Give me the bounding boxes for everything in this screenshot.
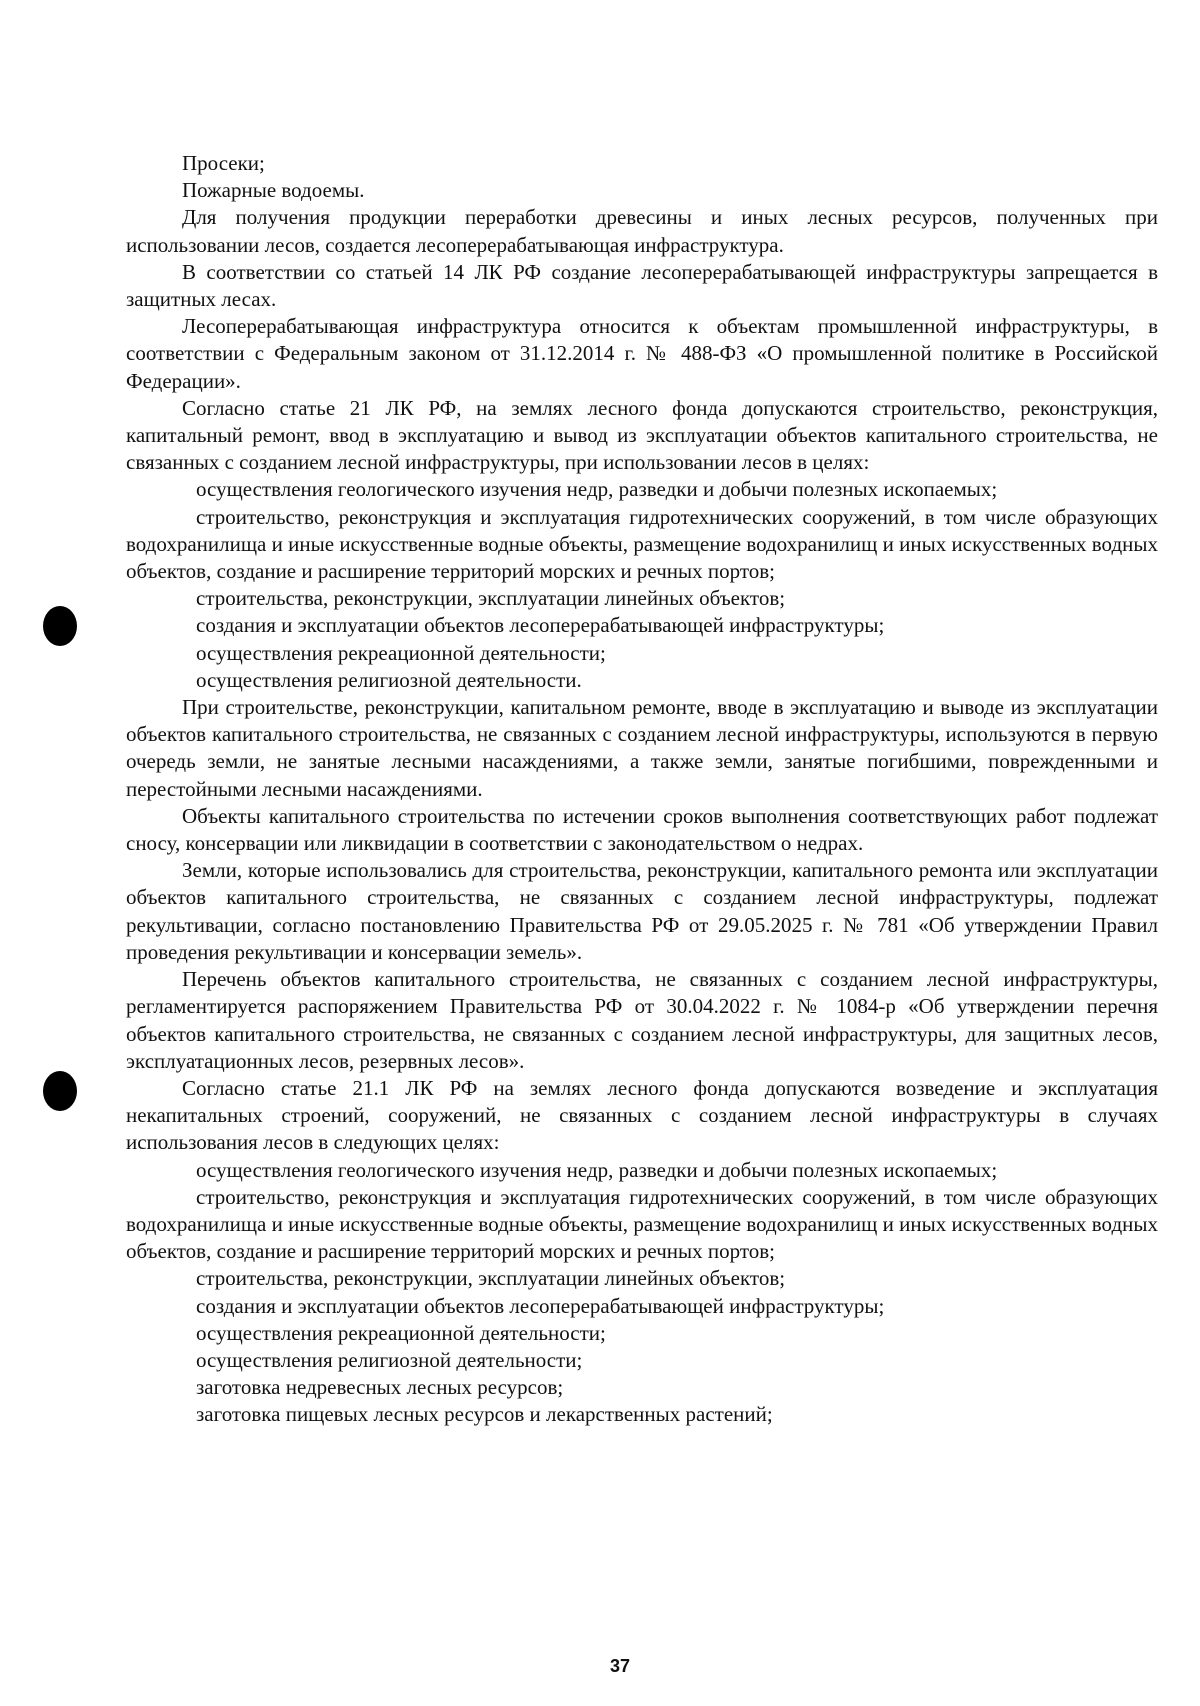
list-item: строительство, реконструкция и эксплуатация гидротехнических сооружений, в том числе образующих водохранилища и иные искусственные водные объекты, размещение водохранилищ и иных искусственных водных объектов, создание и расширение территорий морских и речных портов; <box>126 504 1158 584</box>
paragraph: Просеки; <box>182 151 265 175</box>
list-item: создания и эксплуатации объектов лесоперерабатывающей инфраструктуры; <box>196 613 885 638</box>
list-item: создания и эксплуатации объектов лесоперерабатывающей инфраструктуры; <box>196 1293 885 1318</box>
paragraph: Для получения продукции переработки древесины и иных лесных ресурсов, полученных при использовании лесов, создается лесоперерабатывающая инфраструктура. <box>126 205 1158 257</box>
paragraph: Объекты капитального строительства по истечении сроков выполнения соответствующих работ подлежат сносу, консервации или ликвидации в соответствии с законодательством о недрах. <box>126 803 1158 856</box>
list-item: осуществления рекреационной деятельности; <box>196 1320 606 1345</box>
paragraph: Согласно статье 21.1 ЛК РФ на землях лесного фонда допускаются возведение и эксплуатация некапитальных строений, сооружений, не связанных с созданием лесной инфраструктуры в случаях использования лесов в следующих целях: <box>126 1075 1158 1155</box>
list-item: строительства, реконструкции, эксплуатации линейных объектов; <box>196 586 786 611</box>
page-number: 37 <box>609 1656 631 1676</box>
document-body <box>126 150 1158 1429</box>
list-item: строительства, реконструкции, эксплуатации линейных объектов; <box>196 1266 786 1291</box>
paragraph: При строительстве, реконструкции, капитальном ремонте, вводе в эксплуатацию и выводе из эксплуатации объектов капитального строительства, не связанных с созданием лесной инфраструктуры, используются в первую очередь земли, не занятые лесными насаждениями, а также земли, занятые погибшими, поврежденными и перестойными лесными насаждениями. <box>126 695 1158 801</box>
paragraph: Согласно статье 21 ЛК РФ, на землях лесного фонда допускаются строительство, реконструкция, капитальный ремонт, ввод в эксплуатацию и вывод из эксплуатации объектов капитального строительства, не связанных с созданием лесной инфраструктуры, при использовании лесов в целях: <box>126 395 1158 475</box>
list-item: осуществления геологического изучения недр, разведки и добычи полезных ископаемых; <box>196 477 998 502</box>
list-item: строительство, реконструкция и эксплуатация гидротехнических сооружений, в том числе образующих водохранилища и иные искусственные водные объекты, размещение водохранилищ и иных искусственных водных объектов, создание и расширение территорий морских и речных портов; <box>126 1184 1158 1264</box>
paragraph: Земли, которые использовались для строительства, реконструкции, капитального ремонта или эксплуатации объектов капитального строительства, не связанных с созданием лесной инфраструктуры, подлежат рекультивации, согласно постановлению Правительства РФ от 29.05.2025 г. № 781 «Об утверждении Правил проведения рекультивации и консервации земель». <box>126 858 1158 964</box>
list-item: осуществления религиозной деятельности. <box>196 667 582 692</box>
list-item: заготовка недревесных лесных ресурсов; <box>196 1375 564 1400</box>
paragraph: В соответствии со статьей 14 ЛК РФ создание лесоперерабатывающей инфраструктуры запрещается в защитных лесах. <box>126 259 1158 312</box>
list-item: осуществления геологического изучения недр, разведки и добычи полезных ископаемых; <box>196 1157 998 1182</box>
list-item: осуществления религиозной деятельности; <box>196 1347 583 1372</box>
list-item: заготовка пищевых лесных ресурсов и лекарственных растений; <box>196 1402 773 1427</box>
list-item: осуществления рекреационной деятельности; <box>196 640 606 665</box>
punch-hole-mark <box>43 1071 77 1111</box>
paragraph: Перечень объектов капитального строительства, не связанных с созданием лесной инфраструктуры, регламентируется распоряжением Правительства РФ от 30.04.2022 г. № 1084-р «Об утверждении перечня объектов капитального строительства, не связанных с созданием лесной инфраструктуры, для защитных лесов, эксплуатационных лесов, резервных лесов». <box>126 967 1158 1073</box>
paragraph: Лесоперерабатывающая инфраструктура относится к объектам промышленной инфраструктуры, в соответствии с Федеральным законом от 31.12.2014 г. № 488-ФЗ «О промышленной политике в Российской Федерации». <box>126 314 1158 393</box>
paragraph: Пожарные водоемы. <box>182 178 365 203</box>
punch-hole-mark <box>43 606 77 646</box>
